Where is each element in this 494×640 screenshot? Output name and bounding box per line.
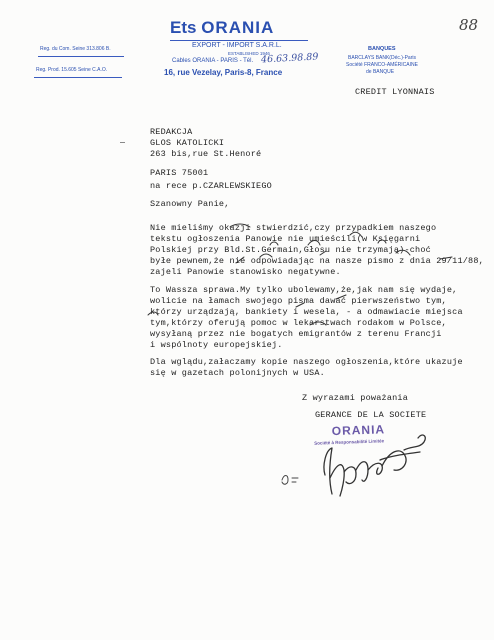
salutation: Szanowny Panie, <box>150 199 230 209</box>
handwritten-corrections <box>140 215 460 345</box>
p2-line-5: wysyłaną przez nie bogatych emigrantów z terenu Francji <box>150 329 442 339</box>
p2-line-1: To Wassza sprawa.My tylko ubolewamy,że,jak nam się wydaje, <box>150 285 458 295</box>
letterhead-established: ESTABLISHED 1946 <box>228 51 270 56</box>
stamp-name: ORANIA <box>331 422 386 439</box>
p1-line-2: tekstu ogłoszenia Panowie nie umieścili(w Księgarni <box>150 234 421 244</box>
stamp-caption: Société à Responsabilité Limitée <box>314 438 385 446</box>
reg-rule-2 <box>34 77 122 78</box>
letterhead-subtitle: EXPORT - IMPORT S.A.R.L. <box>192 42 282 49</box>
recipient-attention: na rece p.CZARLEWSKIEGO <box>150 181 272 191</box>
recipient-line-4: PARIS 75001 <box>150 168 209 178</box>
p3-line-2: się w gazetach polonijnych w USA. <box>150 368 325 378</box>
closing: Z wyrazami poważania <box>302 393 409 403</box>
margin-mark <box>120 142 125 146</box>
bank-typed: CREDIT LYONNAIS <box>355 87 435 97</box>
p1-line-1: Nie mieliśmy okazji stwierdzić,czy przypadkiem naszego <box>150 223 437 233</box>
p2-line-2: wolicie na łamach swojego pisma dawać pierwszeństwo tym, <box>150 296 447 306</box>
page-number: 88 <box>459 16 479 34</box>
reg-production: Reg. Prod. 15.605 Seine C.A.O. <box>36 67 108 73</box>
recipient-line-1: REDAKCJA <box>150 127 193 137</box>
banks-title: BANQUES <box>368 46 396 52</box>
handwritten-phone: 46.63.98.89 <box>260 51 319 66</box>
brand-prefix: Ets <box>170 18 197 37</box>
brand-name: ORANIA <box>201 18 275 37</box>
reg-rule-1 <box>38 56 124 57</box>
letterhead-rule-top <box>170 40 308 41</box>
recipient-line-3: 263 bis,rue St.Henoré <box>150 149 262 159</box>
bank-2: Société FRANCO-AMÉRICAINE <box>346 62 418 68</box>
signatory: GERANCE DE LA SOCIETE <box>315 410 427 420</box>
p1-line-3: Polskiej przy Bld.St.Germain,Głosu nie trzymają)-choć <box>150 245 431 255</box>
letterhead-address: 16, rue Vezelay, Paris-8, France <box>164 68 283 77</box>
letterhead-cables: Cables ORANIA - PARIS - Tél. <box>172 58 254 64</box>
bank-3: de BANQUE <box>366 69 395 75</box>
p1-line-4: byłe pewnem,że nie odpowiadając na nasze pismo z dnia 29/11/88, <box>150 256 484 266</box>
p1-line-5: zajeli Panowie stanowisko negatywne. <box>150 267 341 277</box>
recipient-line-2: GLOS KATOLICKI <box>150 138 225 148</box>
p2-line-4: tym,którzy oferują pomoc w lekarstwach rodakom w Polsce, <box>150 318 447 328</box>
letterhead-brand <box>170 18 274 38</box>
bank-1: BARCLAYS BANK(Déc.)-Paris <box>348 55 416 61</box>
p3-line-1: Dla wglądu,załaczamy kopie naszego ogłoszenia,które ukazuje <box>150 357 463 367</box>
handwritten-signature <box>270 420 445 505</box>
p2-line-3: którzy urządzają, bankiety i wesela, - a odmawiacie miejsca <box>150 307 463 317</box>
reg-commerce: Reg. du Com. Seine 313.806 B. <box>40 46 111 52</box>
p2-line-6: i wspólnoty europejskiej. <box>150 340 283 350</box>
